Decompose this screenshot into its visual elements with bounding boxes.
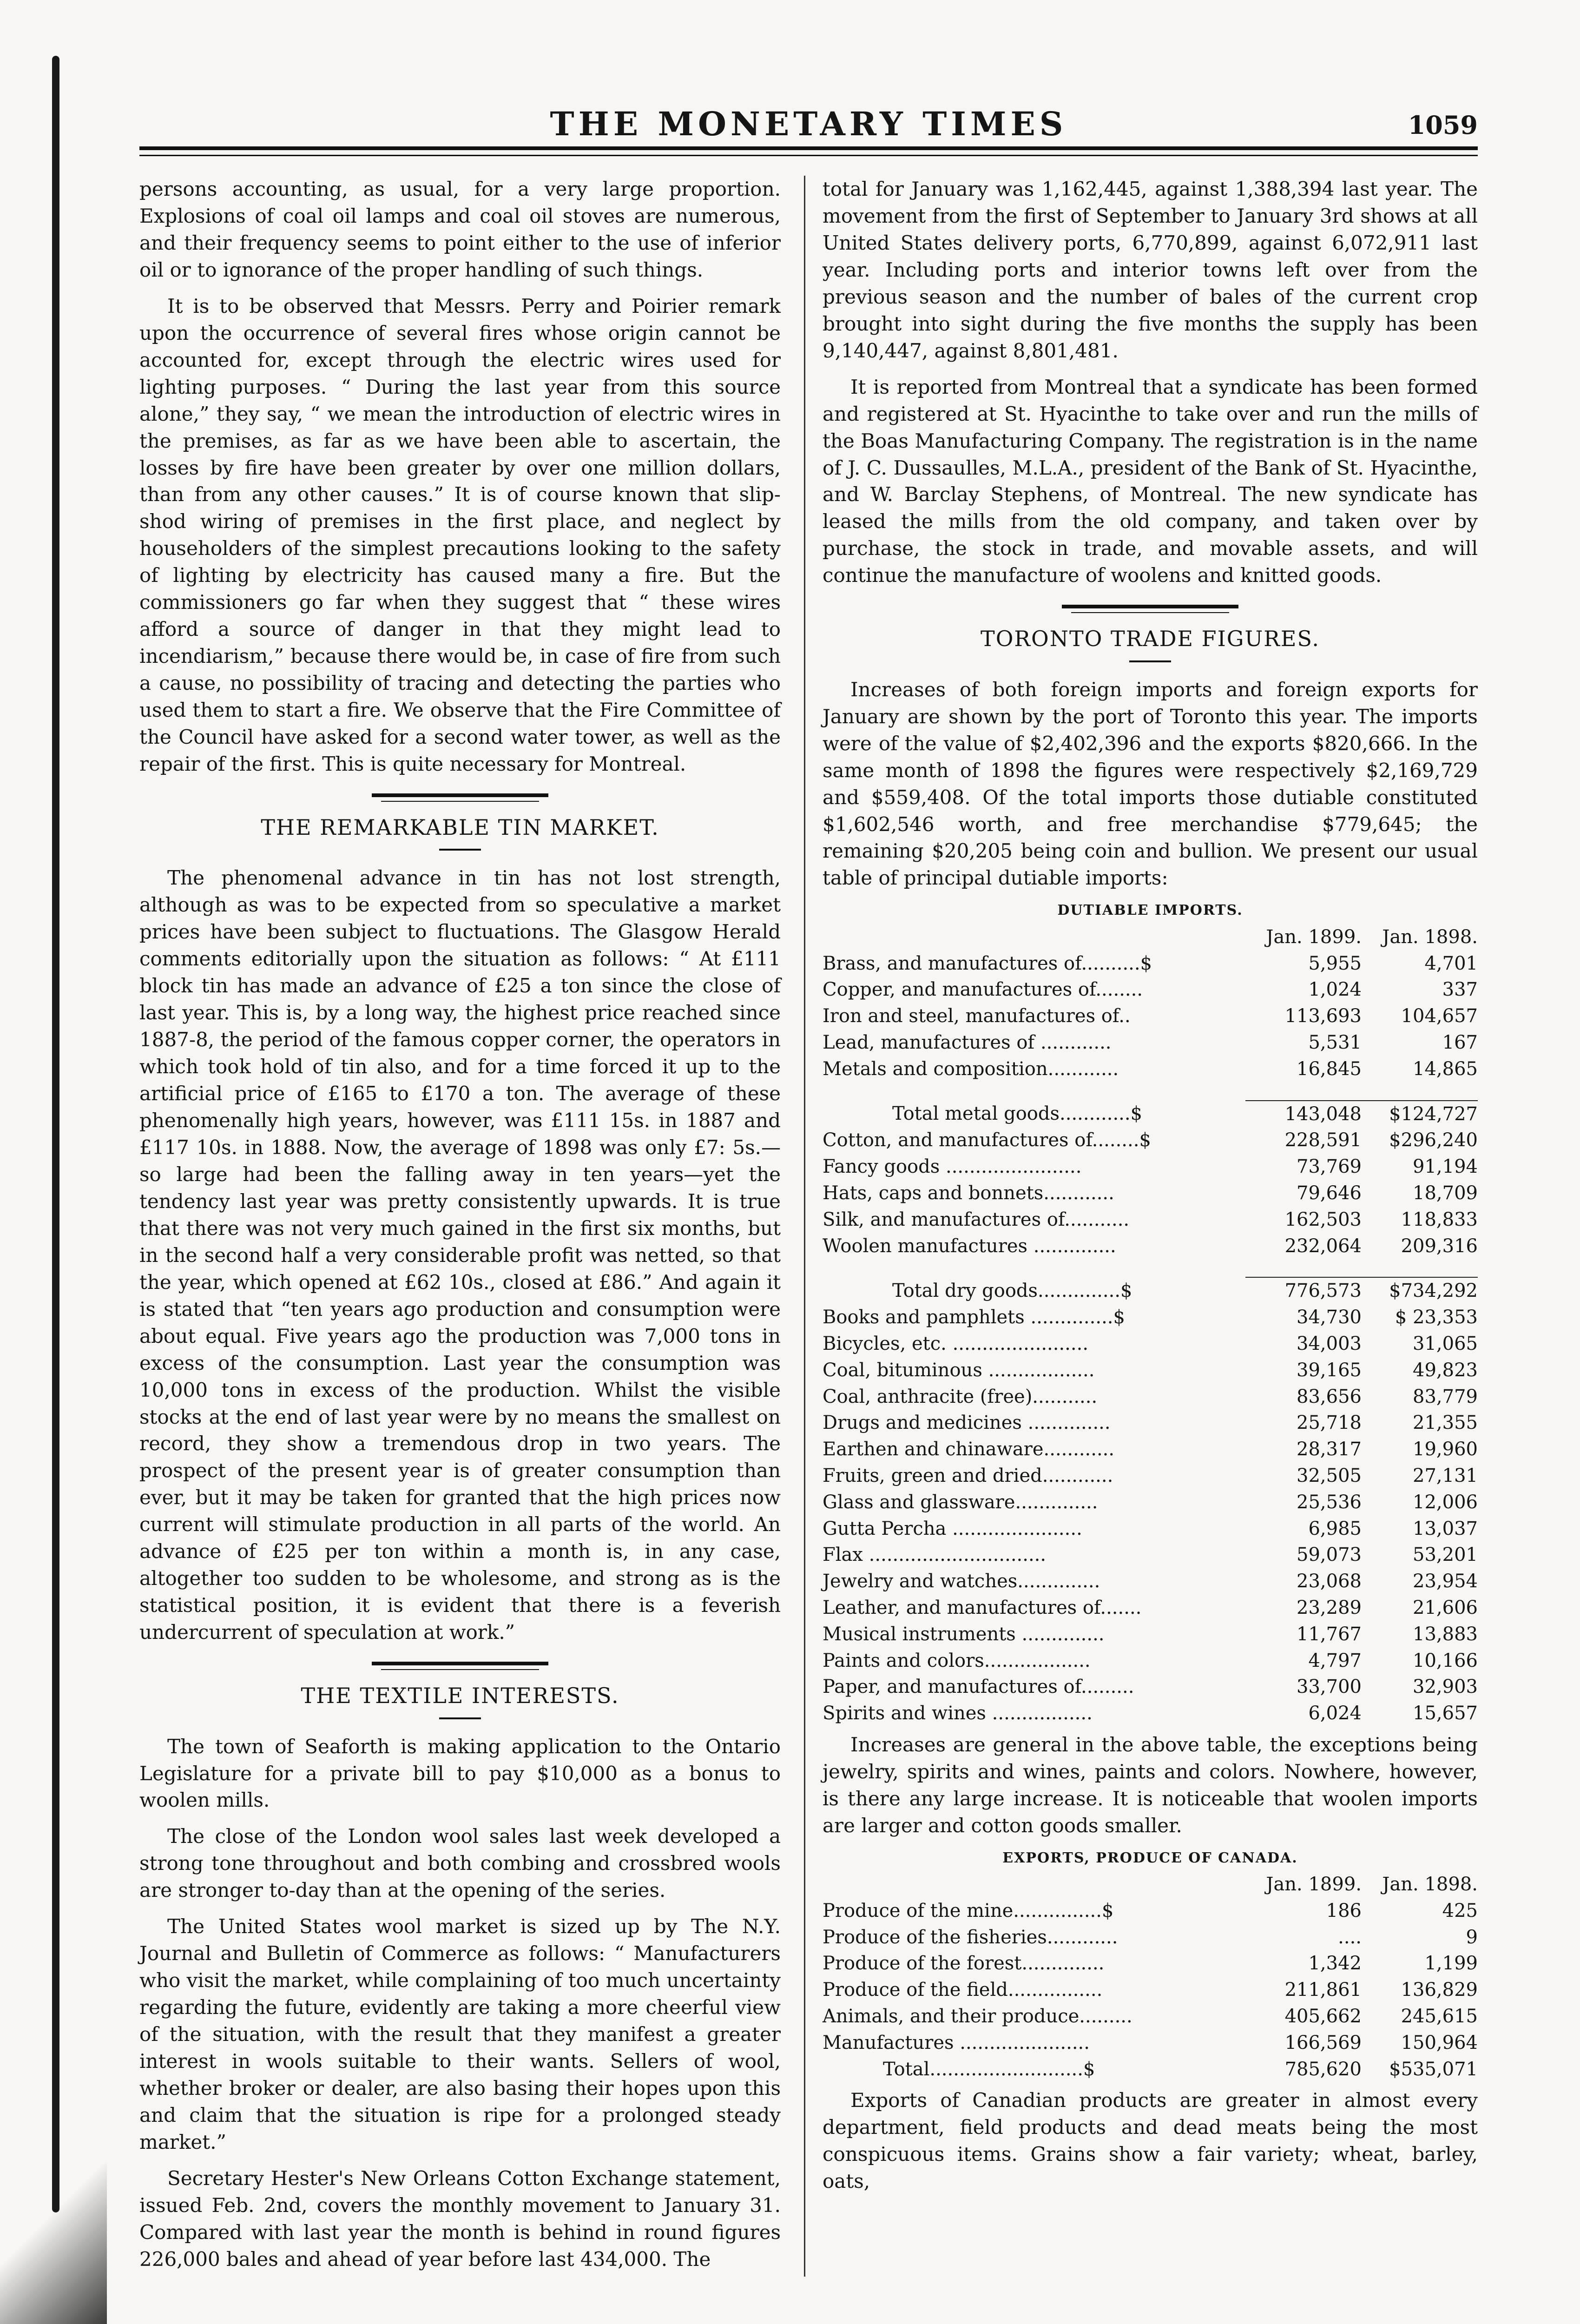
row-label: Musical instruments .............. xyxy=(823,1623,1105,1645)
dutiable-imports-table xyxy=(823,924,1478,1727)
paragraph: The United States wool market is sized up by The N.Y. Journal and Bulletin of Commerce as follows: “ Manufacturers who visit the market, while complaining of too much uncertainty regarding the future, evidently are taking a more cheerful view of the situation, with the result that they manifest a greater interest in wools suitable to their wants. Sellers of wool, whether broker or dealer, are also basing their hopes upon this and claim that the situation is ripe for a prolonged steady market.” xyxy=(139,1915,781,2153)
value-1898: 49,823 xyxy=(1413,1359,1478,1381)
row-label: Produce of the forest.............. xyxy=(823,1953,1105,1974)
value-1898: 1,199 xyxy=(1424,1953,1478,1974)
heading-dash xyxy=(439,849,481,851)
table-row xyxy=(823,1384,1478,1410)
value-1898: 136,829 xyxy=(1401,1979,1478,2001)
value-1899: 34,730 xyxy=(1297,1307,1362,1328)
value-1899: 5,531 xyxy=(1308,1031,1362,1053)
value-1898: 91,194 xyxy=(1413,1156,1478,1178)
col-header-1899: Jan. 1899. xyxy=(1266,926,1362,948)
value-1899: 34,003 xyxy=(1297,1333,1362,1354)
table-row xyxy=(823,1357,1478,1384)
value-1898: 337 xyxy=(1442,979,1478,1001)
value-1899: 186 xyxy=(1326,1900,1362,1921)
table-row xyxy=(823,1489,1478,1516)
row-label: Total dry goods..............$ xyxy=(892,1280,1132,1301)
paragraph: The close of the London wool sales last week developed a strong tone throughout and both combing and crossbred wools are stronger to-day than at the opening of the series. xyxy=(139,1825,781,1902)
value-1899: .... xyxy=(1338,1926,1362,1948)
row-label: Gutta Percha ...................... xyxy=(823,1518,1082,1539)
paragraph: Exports of Canadian products are greater in almost every department, field products and dead meats being the most conspicuous items. Grains show a fair variety; wheat, barley, oats, xyxy=(823,2089,1478,2193)
dutiable-table-caption: DUTIABLE IMPORTS. xyxy=(1057,902,1243,919)
row-label: Coal, anthracite (free)........... xyxy=(823,1386,1098,1407)
value-1898: 104,657 xyxy=(1401,1005,1478,1027)
table-header-row xyxy=(823,1871,1478,1898)
table-row xyxy=(823,1101,1478,1128)
section-heading-textile: THE TEXTILE INTERESTS. xyxy=(301,1683,619,1709)
table-row xyxy=(823,1277,1478,1304)
row-label: Flax .............................. xyxy=(823,1544,1047,1566)
value-1898: 13,037 xyxy=(1413,1518,1478,1539)
value-1898: 83,779 xyxy=(1413,1386,1478,1407)
row-label: Hats, caps and bonnets............ xyxy=(823,1182,1114,1204)
value-1898: $535,071 xyxy=(1389,2058,1478,2080)
value-1898: $124,727 xyxy=(1362,1101,1478,1128)
paragraph: total for January was 1,162,445, against 1,388,394 last year. The movement from the first of September to January 3rd shows at all United States delivery ports, 6,770,899, against 6,072,911 last year. Including ports and interior towns left over from the previous season and the number of bales of the current crop brought into sight during the five months the supply has been 9,140,447, against 8,801,481. xyxy=(823,178,1478,362)
table-row xyxy=(823,1056,1478,1083)
row-label: Glass and glassware.............. xyxy=(823,1491,1098,1513)
left-column xyxy=(139,176,781,2282)
value-1899: 39,165 xyxy=(1297,1359,1362,1381)
value-1898: 9 xyxy=(1466,1926,1478,1948)
row-label: Leather, and manufactures of....... xyxy=(823,1597,1142,1618)
table-row xyxy=(823,2056,1478,2083)
row-label: Silk, and manufactures of........... xyxy=(823,1208,1130,1230)
table-row xyxy=(823,1674,1478,1700)
row-label: Produce of the fisheries............ xyxy=(823,1926,1118,1948)
value-1899: 143,048 xyxy=(1245,1101,1362,1128)
binding-edge xyxy=(52,56,59,2212)
value-1898: 27,131 xyxy=(1413,1465,1478,1486)
value-1899: 16,845 xyxy=(1297,1058,1362,1080)
exports-table-caption: EXPORTS, PRODUCE OF CANADA. xyxy=(1002,1849,1298,1866)
value-1898: 21,606 xyxy=(1413,1597,1478,1618)
value-1898: 425 xyxy=(1442,1900,1478,1921)
table-row xyxy=(823,1207,1478,1233)
row-label: Copper, and manufactures of........ xyxy=(823,979,1143,1001)
value-1898: 14,865 xyxy=(1413,1058,1478,1080)
table-row xyxy=(823,1568,1478,1595)
table-row xyxy=(823,1700,1478,1727)
value-1898: 4,701 xyxy=(1424,952,1478,974)
table-row xyxy=(823,1304,1478,1331)
paragraph: It is to be observed that Messrs. Perry and Poirier remark upon the occurrence of several fires whose origin cannot be accounted for, except through the electric wires used for lighting purposes. “ During the last year from this source alone,” they say, “ we mean the introduction of electric wires in the premises, as far as we have been able to ascertain, the losses by fire have been greater by over one million dollars, than from any other causes.” It is of course known that slip-shod wiring of premises in the first place, and neglect by householders of the simplest precautions looking to the safety of lighting by electricity has caused many a fire. But the commissioners go far when they suggest that “ these wires afford a source of danger in that they might lead to incendiarism,” because there would be, in case of fire from such a cause, no possibility of tracing and detecting the parties who used them to start a fire. We observe that the Fire Committee of the Council have asked for a second water tower, as well as the repair of the first. This is quite necessary for Montreal. xyxy=(139,294,781,776)
table-row xyxy=(823,1436,1478,1463)
row-label: Cotton, and manufactures of........$ xyxy=(823,1129,1151,1151)
value-1899: 32,505 xyxy=(1297,1465,1362,1486)
value-1899: 162,503 xyxy=(1284,1208,1362,1230)
value-1899: 776,573 xyxy=(1245,1277,1362,1304)
value-1899: 83,656 xyxy=(1297,1386,1362,1407)
value-1899: 25,536 xyxy=(1297,1491,1362,1513)
value-1899: 1,024 xyxy=(1308,979,1362,1001)
row-label: Produce of the mine...............$ xyxy=(823,1900,1114,1921)
value-1899: 33,700 xyxy=(1297,1676,1362,1698)
table-row xyxy=(823,1542,1478,1568)
table-row xyxy=(823,2003,1478,2030)
value-1899: 73,769 xyxy=(1297,1156,1362,1178)
section-heading-toronto: TORONTO TRADE FIGURES. xyxy=(981,626,1320,652)
value-1899: 1,342 xyxy=(1308,1953,1362,1974)
row-label: Books and pamphlets ..............$ xyxy=(823,1307,1125,1328)
table-row xyxy=(823,1233,1478,1260)
value-1898: 21,355 xyxy=(1413,1412,1478,1434)
value-1898: 12,006 xyxy=(1413,1491,1478,1513)
table-row xyxy=(823,2030,1478,2056)
value-1899: 23,068 xyxy=(1297,1571,1362,1592)
table-row xyxy=(823,977,1478,1003)
paragraph: Increases are general in the above table, the exceptions being jewelry, spirits and wines, paints and colors. Nowhere, however, is there any large increase. It is noticeable that woolen imports are larger and cotton goods smaller. xyxy=(823,1733,1478,1837)
table-spacer xyxy=(823,1259,1478,1277)
value-1898: 10,166 xyxy=(1413,1650,1478,1671)
row-label: Total metal goods............$ xyxy=(892,1103,1143,1125)
page-corner-shadow xyxy=(0,2145,107,2324)
table-row xyxy=(823,1516,1478,1542)
col-header-1898: Jan. 1898. xyxy=(1382,926,1478,948)
table-row xyxy=(823,1898,1478,1924)
section-rule xyxy=(1062,605,1238,608)
value-1899: 23,289 xyxy=(1297,1597,1362,1618)
row-label: Manufactures ...................... xyxy=(823,2032,1090,2053)
table-row xyxy=(823,1154,1478,1180)
table-row xyxy=(823,1977,1478,2003)
value-1898: 32,903 xyxy=(1413,1676,1478,1698)
col-header-1899: Jan. 1899. xyxy=(1266,1874,1362,1895)
page-number: 1059 xyxy=(1408,110,1478,140)
value-1899: 79,646 xyxy=(1297,1182,1362,1204)
row-label: Iron and steel, manufactures of.. xyxy=(823,1005,1131,1027)
value-1899: 113,693 xyxy=(1284,1005,1362,1027)
value-1899: 785,620 xyxy=(1284,2058,1362,2080)
table-row xyxy=(823,1648,1478,1674)
value-1899: 405,662 xyxy=(1284,2006,1362,2027)
value-1898: 53,201 xyxy=(1413,1544,1478,1566)
value-1898: 31,065 xyxy=(1413,1333,1478,1354)
value-1898: $734,292 xyxy=(1362,1277,1478,1304)
col-header-1898: Jan. 1898. xyxy=(1382,1874,1478,1895)
value-1899: 5,955 xyxy=(1308,952,1362,974)
table-row xyxy=(823,1030,1478,1056)
row-label: Fancy goods ....................... xyxy=(823,1156,1082,1178)
row-label: Woolen manufactures .............. xyxy=(823,1235,1116,1257)
table-row xyxy=(823,1595,1478,1621)
row-label: Metals and composition............ xyxy=(823,1058,1119,1080)
table-row xyxy=(823,1924,1478,1951)
value-1898: 209,316 xyxy=(1401,1235,1478,1257)
table-row xyxy=(823,951,1478,977)
value-1898: 23,954 xyxy=(1413,1571,1478,1592)
row-label: Jewelry and watches.............. xyxy=(823,1571,1100,1592)
value-1898: 167 xyxy=(1442,1031,1478,1053)
exports-table xyxy=(823,1871,1478,2082)
table-row xyxy=(823,1410,1478,1436)
section-heading-tin: THE REMARKABLE TIN MARKET. xyxy=(261,814,659,840)
paragraph: Increases of both foreign imports and foreign exports for January are shown by the port of Toronto this year. The imports were of the value of $2,402,396 and the exports $820,666. In the same month of 1898 the figures were respectively $2,169,729 and $559,408. Of the total imports those dutiable constituted $1,602,546 worth, and free merchandise $779,645; the remaining $20,205 being coin and bullion. We present our usual table of principal dutiable imports: xyxy=(823,678,1478,890)
table-row xyxy=(823,1950,1478,1977)
masthead xyxy=(139,105,1478,146)
row-label: Fruits, green and dried............ xyxy=(823,1465,1113,1486)
table-spacer xyxy=(823,1083,1478,1101)
row-label: Total..........................$ xyxy=(883,2058,1095,2080)
heading-dash xyxy=(1129,660,1171,662)
table-row xyxy=(823,1127,1478,1154)
publication-title: THE MONETARY TIMES xyxy=(550,105,1067,143)
masthead-rule-thin xyxy=(139,155,1478,156)
table-row xyxy=(823,1463,1478,1489)
value-1898: 13,883 xyxy=(1413,1623,1478,1645)
row-label: Brass, and manufactures of..........$ xyxy=(823,952,1152,974)
value-1898: $ 23,353 xyxy=(1395,1307,1478,1328)
paragraph: persons accounting, as usual, for a very large proportion. Explosions of coal oil lamps and coal oil stoves are numerous, and their frequency seems to point either to the use of inferior oil or to ignorance of the proper handling of such things. xyxy=(139,178,781,281)
paragraph: Secretary Hester's New Orleans Cotton Exchange statement, issued Feb. 2nd, covers the monthly movement to January 31. Compared with last year the month is behind in round figures 226,000 bales and ahead of year before last 434,000. The xyxy=(139,2166,781,2271)
table-header-row xyxy=(823,924,1478,951)
row-label: Spirits and wines ................. xyxy=(823,1703,1093,1724)
table-row xyxy=(823,1003,1478,1030)
paragraph: The town of Seaforth is making application to the Ontario Legislature for a private bill to pay $10,000 as a bonus to woolen mills. xyxy=(139,1735,781,1812)
section-rule xyxy=(372,793,548,797)
value-1899: 232,064 xyxy=(1284,1235,1362,1257)
paragraph: It is reported from Montreal that a syndicate has been formed and registered at St. Hyacinthe to take over and run the mills of the Boas Manufacturing Company. The registration is in the name of J. C. Dussaulles, M.L.A., president of the Bank of St. Hyacinthe, and W. Barclay Stephens, of Montreal. The new syndicate has leased the mills from the old company, and taken over by purchase, the stock in trade, and movable assets, and will continue the manufacture of woolens and knitted goods. xyxy=(823,375,1478,587)
value-1899: 166,569 xyxy=(1284,2032,1362,2053)
value-1899: 4,797 xyxy=(1308,1650,1362,1671)
row-label: Animals, and their produce......... xyxy=(823,2006,1132,2027)
masthead-rule xyxy=(139,146,1478,150)
value-1898: 150,964 xyxy=(1401,2032,1478,2053)
value-1898: $296,240 xyxy=(1389,1129,1478,1151)
value-1898: 118,833 xyxy=(1401,1208,1478,1230)
column-divider xyxy=(804,176,805,2277)
value-1899: 228,591 xyxy=(1284,1129,1362,1151)
value-1899: 28,317 xyxy=(1297,1439,1362,1460)
row-label: Produce of the field................ xyxy=(823,1979,1103,2001)
paragraph: The phenomenal advance in tin has not lost strength, although as was to be expected from so speculative a market prices have been subject to fluctuations. The Glasgow Herald comments editorially upon the situation as follows: “ At £111 block tin has made an advance of £25 a ton since the close of last year. This is, by a long way, the highest price reached since 1887-8, the period of the famous copper corner, the operators in which took hold of tin also, and for a time forced it up to the artificial price of £165 to £170 a ton. The average of these phenomenally high years, however, was £111 15s. in 1887 and £117 10s. in 1888. Now, the average of 1898 was only £7: 5s.—so large had been the falling away in ten years—yet the tendency last year was pretty consistently upwards. It is true that there was not very much gained in the first six months, but in the second half a very considerable profit was netted, so that the year, which opened at £62 10s., closed at £86.” And again it is stated that “ten years ago production and consumption were about equal. Five years ago the production was 7,000 tons in excess of the consumption. Last year the consumption was 10,000 tons in excess of the production. Whilst the visible stocks at the end of last year were by no means the smallest on record, they show a tremendous drop in two years. The prospect of the present year is of greater consumption than ever, but it may be taken for granted that the high prices now current will stimulate production in all parts of the world. An advance of £25 per ton within a month is, in any case, altogether too sudden to be wholesome, and strong as is the statistical position, it is evident that there is a feverish undercurrent of speculation at work.” xyxy=(139,866,781,1644)
value-1898: 245,615 xyxy=(1401,2006,1478,2027)
value-1899: 25,718 xyxy=(1297,1412,1362,1434)
value-1898: 15,657 xyxy=(1413,1703,1478,1724)
right-column xyxy=(823,176,1478,2204)
row-label: Drugs and medicines .............. xyxy=(823,1412,1111,1434)
row-label: Lead, manufactures of ............ xyxy=(823,1031,1112,1053)
value-1899: 59,073 xyxy=(1297,1544,1362,1566)
value-1899: 211,861 xyxy=(1284,1979,1362,2001)
value-1899: 6,024 xyxy=(1308,1703,1362,1724)
row-label: Coal, bituminous .................. xyxy=(823,1359,1095,1381)
row-label: Earthen and chinaware............ xyxy=(823,1439,1115,1460)
value-1899: 6,985 xyxy=(1308,1518,1362,1539)
section-rule xyxy=(372,1662,548,1665)
value-1898: 18,709 xyxy=(1413,1182,1478,1204)
value-1898: 19,960 xyxy=(1413,1439,1478,1460)
table-row xyxy=(823,1331,1478,1357)
value-1899: 11,767 xyxy=(1297,1623,1362,1645)
row-label: Paper, and manufactures of......... xyxy=(823,1676,1134,1698)
row-label: Bicycles, etc. ....................... xyxy=(823,1333,1089,1354)
row-label: Paints and colors.................. xyxy=(823,1650,1091,1671)
table-row xyxy=(823,1621,1478,1648)
heading-dash xyxy=(439,1717,481,1719)
table-row xyxy=(823,1180,1478,1207)
